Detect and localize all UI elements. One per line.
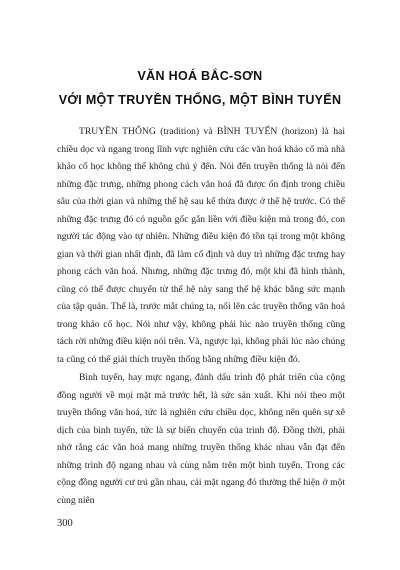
paragraph-2: Bình tuyến, hay mực ngang, đánh dấu trình độ phát triển của cộng đồng người về mọi mặt mà trước hết, là sức sản xuất. Khi nói theo một truyền thống văn hoá, tức là nghiên cứu chiều dọc, không nên quên sự xê dịch của bình tuyến, tức là sự biến chuyển của trình độ. Đồng thời, phải nhớ rằng các văn hoá mang những truyền thống khác nhau vẫn đạt đến những trình độ ngang nhau và cùng nằm trên một bình tuyến. Trong các cộng đồng người cư trú gần nhau, cái mặt ngang đó thường thể hiện ở một cùng niên — [57, 372, 345, 506]
chapter-title-line-1: VĂN HOÁ BẮC-SƠN — [137, 69, 263, 83]
body-text — [57, 123, 345, 509]
page-number: 300 — [57, 518, 73, 529]
paragraph-1: TRUYỀN THỐNG (tradition) và BÌNH TUYẾN (horizon) là hai chiều dọc và ngang trong lĩnh vực nghiên cứu các văn hoá khảo cổ mà nhà khảo cổ học không thể không chú ý đến. Nói đến truyền thống là nói đến những đặc trưng, những phong cách văn hoá đã được ổn định trong chiều sâu của thời gian và những thế hệ sau kế thừa được ở thế hệ trước. Có thể những đặc trưng đó có nguồn gốc gắn liền với điều kiện mà trong đó, con người tác động vào tự nhiên. Những điều kiện đó tồn tại trong một không gian và thời gian nhất định, đã làm cố định và duy trì những đặc trưng hay phong cách văn hoá. Nhưng, những đặc trưng đó, một khi đã hình thành, cũng có thể được chuyển từ thế hệ này sang thế hệ khác bằng sức mạnh của tập quán. Thế là, trước mắt chúng ta, nổi lên các truyền thống văn hoá trong khảo cổ học. Nói như vậy, không phải lúc nào truyền thống cũng tách rời những điều kiện nói trên. Và, ngược lại, không phải lúc nào chúng ta cũng có thể giải thích truyền thống bằng những điều kiện đó. — [57, 126, 345, 365]
chapter-title-line-2: VỚI MỘT TRUYỀN THỐNG, MỘT BÌNH TUYẾN — [58, 93, 342, 107]
